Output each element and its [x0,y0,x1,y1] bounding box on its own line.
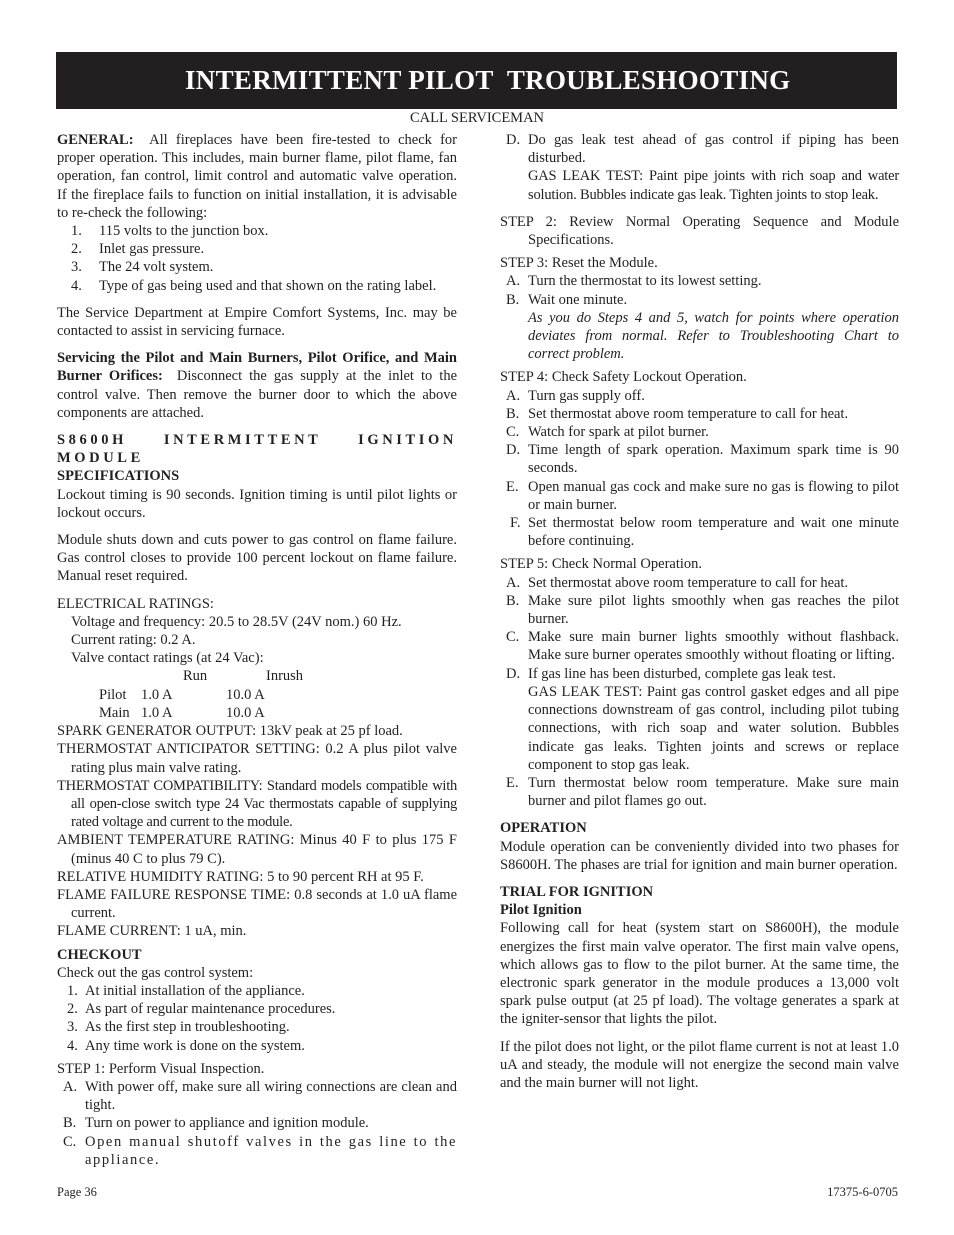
list-item: 2. Inlet gas pressure. [71,241,205,258]
general-text: All fireplaces have been fire-tested to check for proper operation. This includes, main burner flame, pilot flame, fan operation, fan control, limit control and automatic valve operation. If the fireplace fails to function on initial installation, it is advisable to re-check the following: [57,132,458,221]
list-item: B. Set thermostat above room temperature to call for heat. [506,405,849,422]
list-item: 1. 115 volts to the junction box. [71,223,269,240]
spark-output: SPARK GENERATOR OUTPUT: 13kV peak at 25 pf load. [57,723,403,740]
list-item: B. Wait one minute. [506,291,628,308]
gas-leak-test-note: GAS LEAK TEST: Paint pipe joints with rich soap and water solution. Bubbles indicate gas leak. Tighten joints to stop leak. [528,168,899,203]
flame-failure-response: FLAME FAILURE RESPONSE TIME: 0.8 seconds at 1.0 uA flame current. [57,886,457,922]
trial-paragraph-2: If the pilot does not light, or the pilot flame current is not at least 1.0 uA and steady, the module will not energize the second main valve and the main burner will not light. [500,1038,899,1091]
list-item: F. Set thermostat below room temperature and wait one minute before continuing. [510,515,899,550]
list-item: 1. At initial installation of the appliance. [67,982,305,999]
list-item: D. Do gas leak test ahead of gas control if piping has been disturbed. [506,132,899,167]
ambient-temperature: AMBIENT TEMPERATURE RATING: Minus 40 F to plus 175 F (minus 40 C to plus 79 C). [57,832,457,867]
document-code: 17375-6-0705 [827,1185,898,1199]
voltage-rating: Voltage and frequency: 20.5 to 28.5V (24V nom.) 60 Hz. [71,613,402,630]
checkout-heading: CHECKOUT [57,946,142,963]
step2-text: STEP 2: Review Normal Operating Sequence and Module Specifications. [500,213,899,249]
page-title: INTERMITTENT PILOT TROUBLESHOOTING [185,65,791,95]
step4-title: STEP 4: Check Safety Lockout Operation. [500,369,747,386]
list-item: B. Turn on power to appliance and ignition module. [63,1115,369,1132]
valve-contact-rating: Valve contact ratings (at 24 Vac): [71,650,264,667]
checkout-intro: Check out the gas control system: [57,964,254,981]
list-item: A. Set thermostat above room temperature to call for heat. [506,574,849,591]
current-rating: Current rating: 0.2 A. [71,632,196,649]
general-list [57,222,457,295]
servicing-label: Servicing the Pilot and Main Burners, Pilot Orifice, and Main Burner Orifices: [57,350,457,385]
list-item: 4. Type of gas being used and that shown on the rating label. [71,277,437,294]
valve-ratings-table [57,667,457,722]
table-header-row: Run Inrush [183,668,304,685]
list-item: B. Make sure pilot lights smoothly when gas reaches the pilot burner. [506,592,899,628]
list-item: C. Make sure main burner lights smoothly without flashback. Make sure burner operates smoothly without floating or lifting. [506,629,899,664]
list-item: 2. As part of regular maintenance procedures. [67,1001,336,1018]
operation-heading: OPERATION [500,820,587,837]
call-serviceman: CALL SERVICEMAN [409,110,545,126]
table-row: Pilot 1.0 A 10.0 A [99,686,265,703]
list-item: D. Time length of spark operation. Maximum spark time is 90 seconds. [506,442,899,477]
thermostat-compatibility: THERMOSTAT COMPATIBILITY: Standard models compatible with all open-close switch type 24 Vac thermostats capable of supplying rated voltage and current to the module. [57,777,457,831]
list-item: D. If gas line has been disturbed, complete gas leak test. [506,665,837,682]
list-item: A. Turn gas supply off. [506,387,645,404]
relative-humidity: RELATIVE HUMIDITY RATING: 5 to 90 percent RH at 95 F. [57,868,424,885]
trial-heading: TRIAL FOR IGNITION [500,883,654,900]
list-item: 3. As the first step in troubleshooting. [67,1019,290,1036]
left-column [57,131,457,1169]
page-number: Page 36 [57,1185,97,1199]
step1-title: STEP 1: Perform Visual Inspection. [57,1060,265,1077]
servicing-paragraph: Servicing the Pilot and Main Burners, Pilot Orifice, and Main Burner Orifices: Disconnect the gas supply at the inlet to the control valve. Then remove the burner door to which the above components are attached. [57,350,458,421]
list-item: E. Turn thermostat below room temperature. Make sure main burner and pilot flames go out. [506,774,899,810]
step3-title: STEP 3: Reset the Module. [500,255,658,272]
thermostat-anticipator: THERMOSTAT ANTICIPATOR SETTING: 0.2 A plus pilot valve rating plus main valve rating. [57,741,457,776]
operation-text: Module operation can be conveniently divided into two phases for S8600H. The phases are trial for ignition and main burner operation. [500,838,899,873]
flame-current: FLAME CURRENT: 1 uA, min. [57,923,247,940]
checkout-list [57,982,457,1055]
list-item: A. With power off, make sure all wiring connections are clean and tight. [63,1078,457,1114]
electrical-ratings-label: ELECTRICAL RATINGS: [57,595,214,612]
pilot-ignition-subheading: Pilot Ignition [500,902,582,919]
shutdown-text: Module shuts down and cuts power to gas control on flame failure. Gas control closes to provide 100 percent lockout on flame failure. Manual reset required. [57,532,457,585]
general-label: GENERAL: [57,132,134,148]
list-item: E. Open manual gas cock and make sure no gas is flowing to pilot or main burner. [506,478,899,513]
general-paragraph [57,131,457,222]
service-department-paragraph: The Service Department at Empire Comfort Systems, Inc. may be contacted to assist in servicing furnace. [57,304,457,340]
lockout-text: Lockout timing is 90 seconds. Ignition timing is until pilot lights or lockout occurs. [57,486,457,521]
list-item: C. Watch for spark at pilot burner. [506,424,709,441]
list-item: C. Open manual shutoff valves in the gas line to the appliance. [63,1133,457,1168]
title-banner [56,52,897,109]
gas-leak-test-note: GAS LEAK TEST: Paint gas control gasket edges and all pipe connections downstream of gas control, including pilot tubing connections, with rich soap and water solution. Bubbles indicate gas leaks. Tighten joints and screws or replace component to stop gas leak. [528,683,899,773]
specs-heading: S8600H INTERMITTENT IGNITION MODULE SPECIFICATIONS [57,432,457,485]
list-item: A. Turn the thermostat to its lowest setting. [506,273,762,290]
step5-title: STEP 5: Check Normal Operation. [500,556,703,573]
list-item: 3. The 24 volt system. [71,259,214,276]
table-row: Main 1.0 A 10.0 A [99,704,265,721]
troubleshooting-note: As you do Steps 4 and 5, watch for points where operation deviates from normal. Refer to Troubleshooting Chart to correct problem. [528,309,899,363]
list-item: 4. Any time work is done on the system. [67,1037,305,1054]
trial-paragraph-1: Following call for heat (system start on S8600H), the module energizes the first main valve operator. The first main valve opens, which allows gas to flow to the pilot burner. At the same time, the electronic spark generator in the module produces a 13,000 volt spark pulse output (at 25 pf load). The voltage generates a spark at the igniter-sensor that lights the pilot. [500,920,899,1028]
right-column [500,131,899,1092]
